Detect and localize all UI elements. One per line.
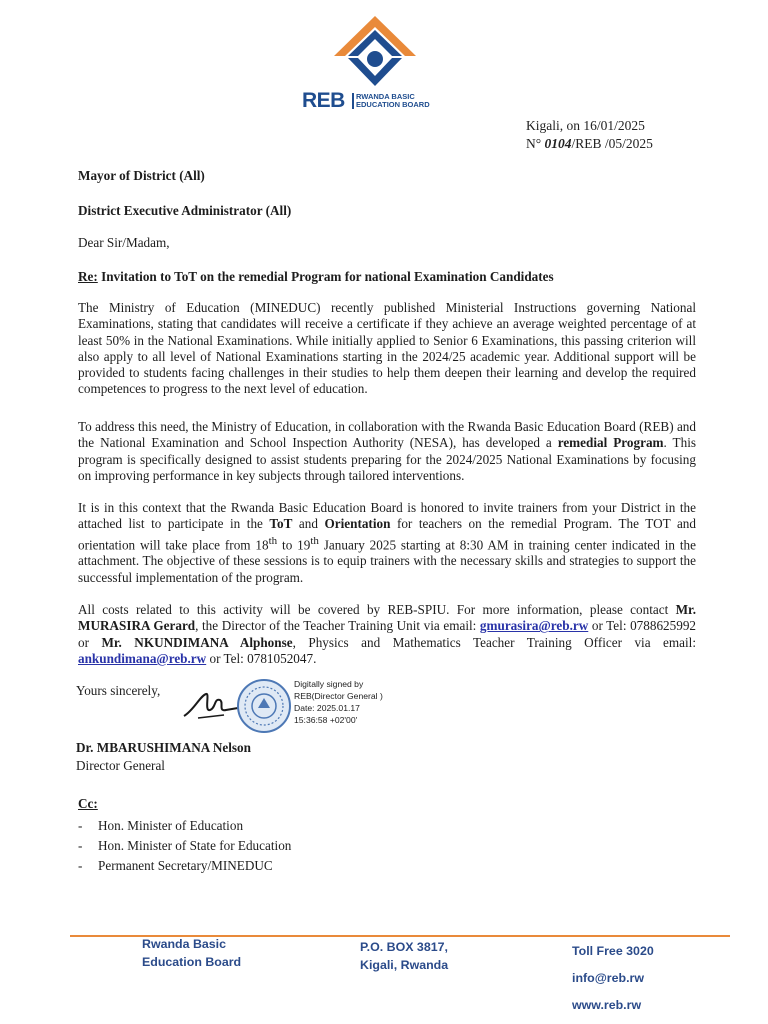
- p3-tot: ToT: [269, 516, 293, 532]
- p2-text-c: . This program is specifically designed to assist students preparing for the 2024/2025 National Examinations by focusing on improving performance in key subjects through tailored interventions.: [78, 435, 696, 483]
- ref-suffix: /REB /05/2025: [571, 136, 653, 151]
- reference-number: [526, 135, 653, 153]
- footer-box-line-1: P.O. BOX 3817,: [360, 940, 448, 954]
- email-link-gmurasira[interactable]: gmurasira@reb.rw: [479, 618, 589, 634]
- footer-contacts: [572, 938, 654, 1019]
- paragraph-3: [78, 500, 696, 586]
- ref-prefix: N°: [526, 136, 545, 151]
- logo-full-name: RWANDA BASIC EDUCATION BOARD: [352, 93, 430, 109]
- digital-signature-line-2: REB(Director General ): [294, 691, 383, 701]
- paragraph-1: The Ministry of Education (MINEDUC) recently published Ministerial Instructions governing National Examinations, stating that candidates will receive a certificate if they achieve an average weighted percentage of at least 50% in the National Examinations. While initially applied to Senior 6 Examinations, this passing criterion will also apply to all level of National Examinations starting in the 2024/25 academic year. Additional support will be provided to students facing challenges in their studies to help them deepen their learning and develop the required competences to progress to the next level of education.: [78, 300, 696, 397]
- footer-address: [360, 938, 448, 974]
- p3-text-g: January 2025 starting at 8:30 AM in training center indicated in the attachment. The objective of these sessions is to equip trainers with the necessary skills and strategies to support the successful implementation of the program.: [78, 536, 696, 585]
- salutation: Dear Sir/Madam,: [78, 235, 170, 250]
- p4-text-a: All costs related to this activity will be covered by REB-SPIU. For more information, please contact: [78, 602, 676, 617]
- p3-sup-2: th: [310, 534, 319, 547]
- cc-label: Cc:: [78, 796, 98, 811]
- p2-text-a: To address this need, the Ministry of Education, in collaboration with the Rwanda Basic Education Board (REB) and the National Examination and School Inspection Authority (NESA), has developed a: [78, 419, 696, 451]
- closing: Yours sincerely,: [76, 683, 161, 698]
- subject-text: Invitation to ToT on the remedial Program for national Examination Candidates: [97, 269, 554, 284]
- reb-logo: [300, 14, 450, 112]
- cc-item: - Hon. Minister of Education: [78, 816, 291, 836]
- footer-org-line-1: Rwanda Basic: [142, 937, 227, 951]
- footer-box-line-2: Kigali, Rwanda: [360, 958, 449, 972]
- signatory-title: Director General: [76, 758, 165, 773]
- p4-text-f: , Physics and Mathematics Teacher Training Officer via email:: [292, 634, 696, 650]
- cc-item: - Permanent Secretary/MINEDUC: [78, 856, 291, 876]
- footer-email[interactable]: info@reb.rw: [572, 971, 644, 985]
- digital-signature-info: [294, 678, 383, 726]
- date-line: Kigali, on 16/01/2025: [526, 118, 645, 133]
- digital-signature-line-3: Date: 2025.01.17: [294, 703, 360, 713]
- subject-line: [78, 269, 554, 285]
- p4-text-d: or Tel: 0788625992 or: [78, 618, 697, 650]
- footer-organization: [142, 935, 241, 971]
- paragraph-2: [78, 419, 696, 484]
- signature-scribble-icon: [180, 686, 240, 726]
- p4-contact-2: Mr. NKUNDIMANA Alphonse: [101, 634, 293, 650]
- p3-text-a: It is in this context that the Rwanda Basic Education Board is honored to invite trainers from your District in the attached list to participate in the: [78, 500, 696, 532]
- digital-signature-line-4: 15:36:58 +02'00': [294, 715, 358, 725]
- paragraph-4: [78, 602, 696, 667]
- p2-remedial-program: remedial Program: [557, 435, 664, 451]
- signatory-name: Dr. MBARUSHIMANA Nelson: [76, 740, 251, 755]
- recipient-mayor: Mayor of District (All): [78, 168, 205, 183]
- signature-area: [180, 676, 440, 736]
- footer-website[interactable]: www.reb.rw: [572, 998, 642, 1012]
- digital-signature-line-1: Digitally signed by: [294, 679, 364, 689]
- p3-text-f: to 19: [277, 536, 311, 552]
- footer-tollfree: Toll Free 3020: [572, 944, 654, 958]
- p3-sup-1: th: [268, 534, 278, 547]
- recipient-executive: District Executive Administrator (All): [78, 203, 292, 218]
- p3-text-c: and: [292, 516, 325, 532]
- official-seal-icon: [236, 678, 292, 734]
- p4-text-g: or Tel: 0781052047.: [206, 650, 317, 666]
- p4-contact-1: Mr. MURASIRA Gerard: [78, 602, 696, 634]
- p4-text-c: , the Director of the Teacher Training Unit via email:: [195, 618, 480, 634]
- cc-list: [78, 816, 291, 876]
- cc-item: - Hon. Minister of State for Education: [78, 836, 291, 856]
- date-reference-block: [526, 117, 653, 153]
- p3-text-e: for teachers on the remedial Program. The TOT and orientation will take place from 18: [78, 516, 696, 552]
- subject-label: Re:: [78, 269, 98, 284]
- ref-number: 0104: [544, 136, 572, 151]
- reb-wordmark: [302, 89, 448, 123]
- p3-orientation: Orientation: [324, 516, 391, 532]
- email-link-ankundimana[interactable]: ankundimana@reb.rw: [78, 650, 207, 666]
- footer-org-line-2: Education Board: [142, 955, 242, 969]
- logo-abbrev: REB: [302, 89, 345, 112]
- reb-emblem-icon: [332, 14, 418, 90]
